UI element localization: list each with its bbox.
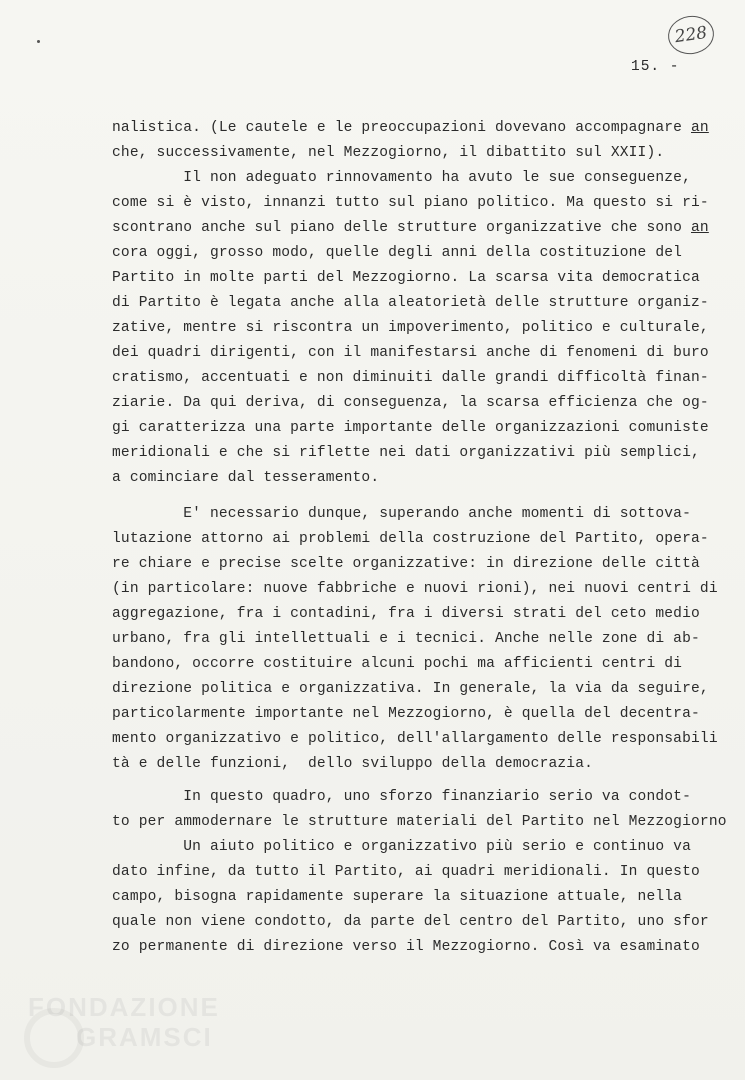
text-segment: urbano, fra gli intellettuali e i tecnici. Anche nelle zone di ab- [112, 631, 700, 647]
text-line [112, 913, 709, 931]
text-line [112, 194, 709, 212]
text-line [112, 555, 700, 573]
text-segment: campo, bisogna rapidamente superare la situazione attuale, nella [112, 889, 683, 905]
text-segment: bandono, occorre costituire alcuni pochi ma afficienti centri di [112, 656, 683, 672]
text-line [112, 605, 700, 623]
text-line [112, 505, 691, 523]
text-segment: E' necessario dunque, superando anche momenti di sottova- [112, 506, 691, 522]
text-line [112, 144, 664, 162]
text-line [112, 888, 682, 906]
text-segment: come si è visto, innanzi tutto sul piano politico. Ma questo si ri- [112, 195, 709, 211]
text-segment: dato infine, da tutto il Partito, ai quadri meridionali. In questo [112, 864, 700, 880]
text-line [112, 630, 700, 648]
page-number: 15. - [631, 59, 680, 75]
text-segment: to per ammodernare le strutture materiali del Partito nel Mezzogiorno [112, 814, 727, 830]
watermark-logo [28, 992, 218, 1062]
text-segment: ziarie. Da qui deriva, di conseguenza, la scarsa efficienza che og- [112, 395, 709, 411]
text-segment: zo permanente di direzione verso il Mezzogiorno. Così va esaminato [112, 939, 700, 955]
text-segment: dei quadri dirigenti, con il manifestarsi anche di fenomeni di buro [112, 345, 709, 361]
text-line [112, 863, 700, 881]
text-segment: lutazione attorno ai problemi della costruzione del Partito, opera- [112, 531, 709, 547]
text-segment: di Partito è legata anche alla aleatorietà delle strutture organiz- [112, 295, 709, 311]
watermark-line-2: GRAMSCI [76, 1022, 213, 1052]
text-segment: quale non viene condotto, da parte del centro del Partito, uno sfor [112, 914, 709, 930]
text-line [112, 755, 593, 773]
text-line [112, 838, 691, 856]
watermark-line-1: FONDAZIONE [28, 992, 220, 1022]
text-line [112, 369, 709, 387]
text-segment: gi caratterizza una parte importante delle organizzazioni comuniste [112, 420, 709, 436]
underlined-segment: an [691, 220, 709, 236]
ink-dot [37, 40, 40, 43]
text-line [112, 319, 709, 337]
text-line [112, 680, 709, 698]
text-line [112, 344, 709, 362]
underlined-segment: an [691, 120, 709, 136]
text-line [112, 730, 718, 748]
text-line [112, 394, 709, 412]
text-line [112, 269, 700, 287]
archive-stamp: 228 [666, 13, 717, 57]
text-segment: aggregazione, fra i contadini, fra i diversi strati del ceto medio [112, 606, 700, 622]
text-line [112, 444, 700, 462]
text-line [112, 580, 718, 598]
text-line [112, 119, 709, 137]
text-segment: re chiare e precise scelte organizzative: in direzione delle città [112, 556, 700, 572]
text-line [112, 419, 709, 437]
text-line [112, 938, 700, 956]
text-line [112, 244, 682, 262]
text-line [112, 469, 379, 487]
text-line [112, 655, 682, 673]
text-segment: mento organizzativo e politico, dell'allargamento delle responsabili [112, 731, 718, 747]
text-segment: particolarmente importante nel Mezzogiorno, è quella del decentra- [112, 706, 700, 722]
text-segment: tà e delle funzioni, dello sviluppo della democrazia. [112, 756, 594, 772]
text-line [112, 705, 700, 723]
text-line [112, 813, 727, 831]
text-segment: (in particolare: nuove fabbriche e nuovi rioni), nei nuovi centri di [112, 581, 718, 597]
text-segment: Un aiuto politico e organizzativo più serio e continuo va [112, 839, 691, 855]
text-segment: In questo quadro, uno sforzo finanziario serio va condot- [112, 789, 691, 805]
text-segment: nalistica. (Le cautele e le preoccupazioni dovevano accompagnare [112, 120, 691, 136]
text-segment: Il non adeguato rinnovamento ha avuto le sue conseguenze, [112, 170, 691, 186]
text-segment: a cominciare dal tesseramento. [112, 470, 380, 486]
text-segment: meridionali e che si riflette nei dati organizzativi più semplici, [112, 445, 700, 461]
text-line [112, 530, 709, 548]
text-line [112, 788, 691, 806]
text-segment: scontrano anche sul piano delle strutture organizzative che sono [112, 220, 691, 236]
text-segment: che, successivamente, nel Mezzogiorno, il dibattito sul XXII). [112, 145, 665, 161]
text-segment: cora oggi, grosso modo, quelle degli anni della costituzione del [112, 245, 683, 261]
text-line [112, 294, 709, 312]
text-segment: Partito in molte parti del Mezzogiorno. La scarsa vita democratica [112, 270, 700, 286]
text-segment: cratismo, accentuati e non diminuiti dalle grandi difficoltà finan- [112, 370, 709, 386]
text-line [112, 169, 691, 187]
text-line [112, 219, 709, 237]
text-segment: zative, mentre si riscontra un impoverimento, politico e culturale, [112, 320, 709, 336]
text-segment: direzione politica e organizzativa. In generale, la via da seguire, [112, 681, 709, 697]
